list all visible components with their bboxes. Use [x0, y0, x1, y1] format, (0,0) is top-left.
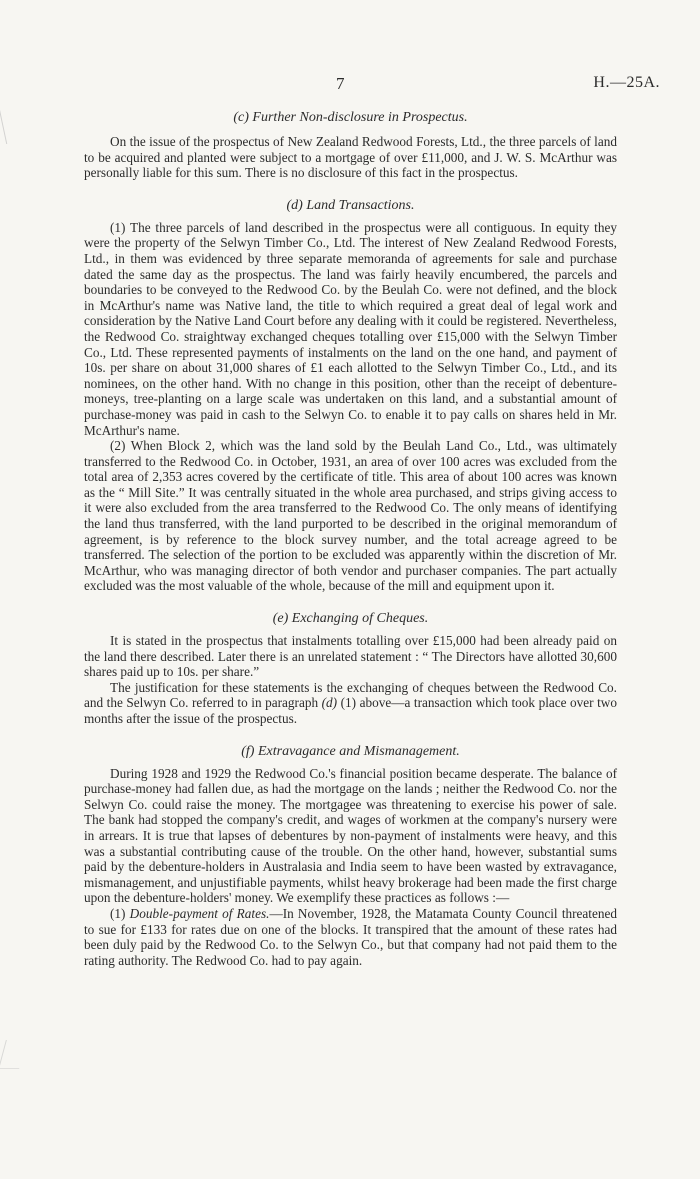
- paragraph: [84, 680, 617, 727]
- section-heading-c: (c) Further Non-disclosure in Prospectus.: [233, 110, 468, 125]
- paragraph-text: (1) above—a transaction which took place over two months after the issue of the prospectus.: [84, 695, 618, 726]
- section-heading-d: (d) Land Transactions.: [286, 197, 415, 213]
- paragraph: On the issue of the prospectus of New Zealand Redwood Forests, Ltd., the three parcels of land to be acquired and planted were subject to a mortgage of over £11,000, and J. W. S. McArthur was personally liable for this sum. There is no disclosure of this fact in the prospectus.: [84, 134, 617, 181]
- paragraph: [84, 906, 617, 968]
- paragraph: It is stated in the prospectus that instalments totalling over £15,000 had been already paid on the land there described. Later there is an unrelated statement : “ The Directors have allotted 30,600 shares paid up to 10s. per share.”: [84, 633, 617, 680]
- paragraph: During 1928 and 1929 the Redwood Co.'s financial position became desperate. The balance of purchase-money had fallen due, as had the mortgage on the lands ; neither the Redwood Co. nor the Selwyn Co. could raise the money. The mortgagee was threatening to exercise his power of sale. The bank had stopped the company's credit, and wages of workmen at the company's nursery were in arrears. It is true that lapses of debentures by non-payment of instalments were heavy, and this was a substantial contributing cause of the trouble. On the other hand, however, substantial sums paid by the debenture-holders in Australasia and India seem to have been wasted by extravagance, mismanagement, and unjustifiable payments, whilst heavy brokerage had been made the first charge upon the debenture-holders' money. We exemplify these practices as follows :—: [84, 765, 617, 906]
- paragraph: (1) The three parcels of land described in the prospectus were all contiguous. In equity they were the property of the Selwyn Timber Co., Ltd. The interest of New Zealand Redwood Forests, Ltd., in them was evidenced by three separate memoranda of agreements for sale and purchase dated the same day as the prospectus. The land was fairly heavily encumbered, the parcels and boundaries to be conveyed to the Redwood Co. by the Beulah Co. were not defined, and the block in McArthur's name was Native land, the title to which required a great deal of legal work and consideration by the Native Land Court before any dealing with it could be registered. Nevertheless, the Redwood Co. straightway exchanged cheques totalling over £15,000 with the Selwyn Timber Co., Ltd. These represented payments of instalments on the land on the one hand, and payment of 10s. per share on about 31,000 shares of £1 each allotted to the Selwyn Timber Co., Ltd., and its nominees, on the other hand. With no change in this position, other than the receipt of debenture-moneys, tree-planting on a large scale was undertaken on this land, and a substantial amount of purchase-money was paid in cash to the Selwyn Co. to enable it to pay calls on shares held in Mr. McArthur's name.: [84, 219, 617, 438]
- item-number: (1): [110, 905, 130, 921]
- margin-mark: [0, 104, 21, 144]
- document-body: [84, 104, 617, 968]
- item-title: Double-payment of Rates.: [129, 905, 270, 921]
- document-reference: H.—25A.: [593, 74, 660, 91]
- paragraph-text: The justification for these statements is the exchanging of cheques between the Redwood Co. and the Selwyn Co. referred to in paragraph: [84, 679, 617, 711]
- section-heading-e: (e) Exchanging of Cheques.: [272, 611, 429, 627]
- paragraph: (2) When Block 2, which was the land sold by the Beulah Land Co., Ltd., was ultimately transferred to the Redwood Co. in October, 1931, an area of over 100 acres was excluded from the total area of 2,353 acres covered by the certificate of title. This area of about 100 acres was known as the “ Mill Site.” It was centrally situated in the whole area purchased, and strips giving access to it were also excluded from the area transferred to the Redwood Co. The only means of identifying the land thus transferred, with the land purported to be described in the original memorandum of agreement, is by reference to the block survey number, and the total acreage agreed to be transferred. The selection of the portion to be excluded was apparently within the discretion of Mr. McArthur, who was managing director of both vendor and purchaser companies. The part actually excluded was the most valuable of the whole, because of the mill and equipment upon it.: [84, 438, 617, 594]
- paragraph-reference: (d): [321, 695, 338, 711]
- margin-mark: [0, 1040, 27, 1069]
- item-body: —In November, 1928, the Matamata County Council threatened to sue for £133 for rates due on one of the blocks. It transpired that the amount of these rates had been duly paid by the Redwood Co. to the Selwyn Co., but that company had not paid them to the rating authority. The Redwood Co. had to pay again.: [84, 905, 617, 968]
- page-number: 7: [336, 74, 345, 93]
- section-heading-f: (f) Extravagance and Mismanagement.: [241, 743, 460, 759]
